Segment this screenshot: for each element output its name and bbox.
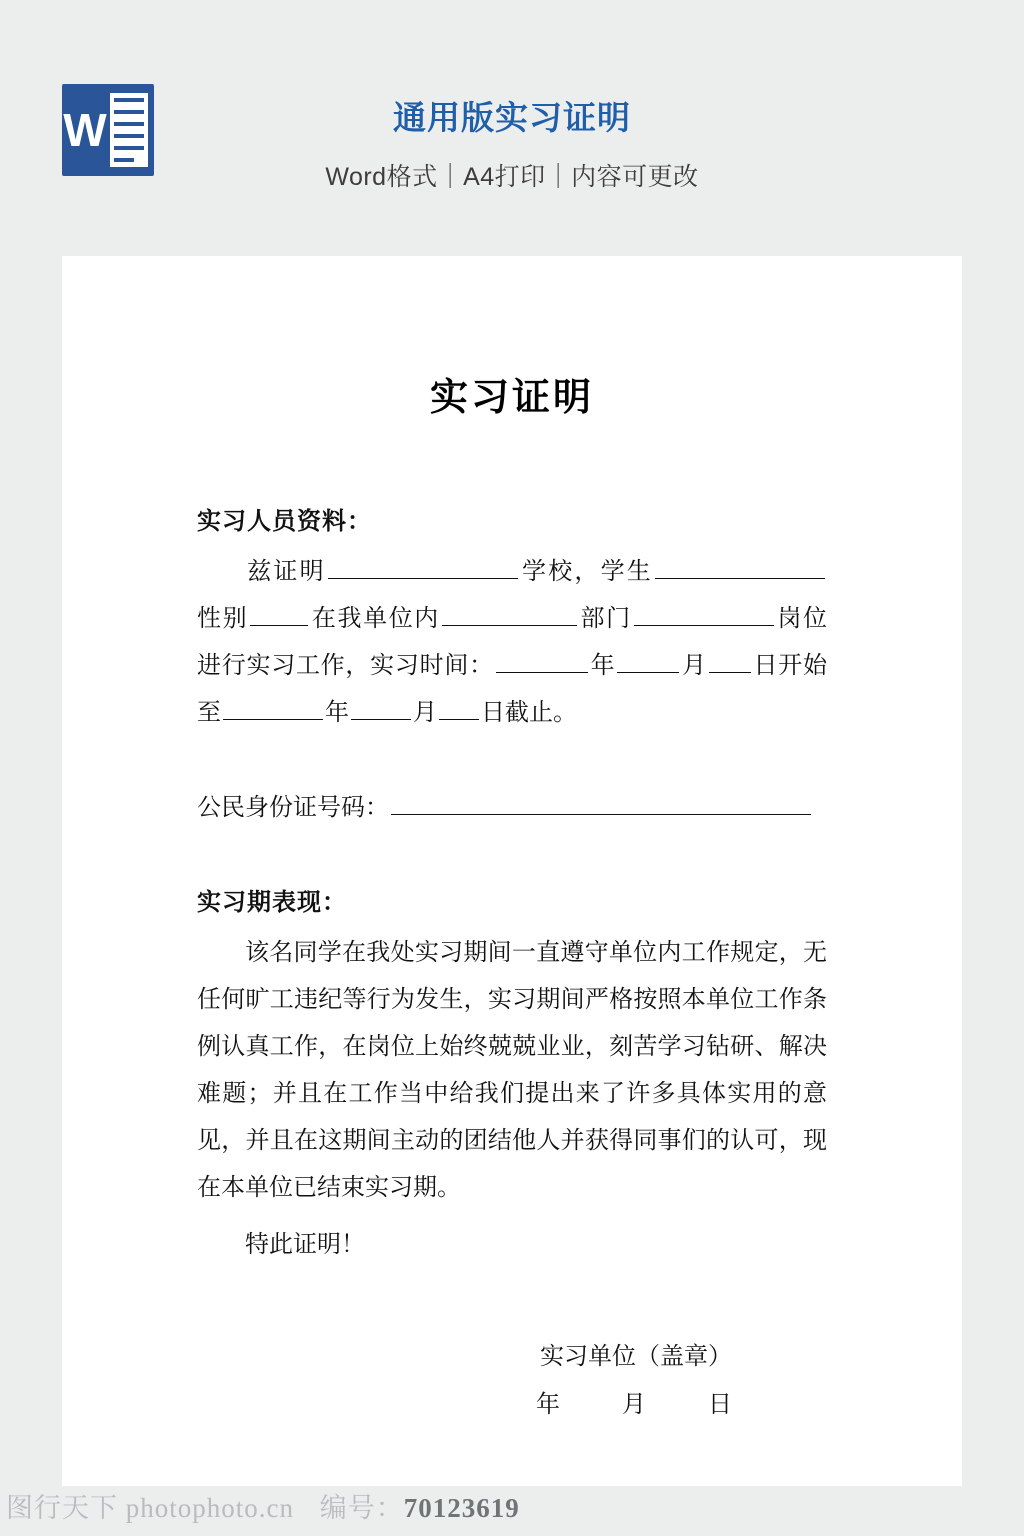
id-number-blank-field[interactable] [391, 792, 811, 815]
end-month-label: 月 [413, 700, 437, 726]
header-subtitle: Word格式｜A4打印｜内容可更改 [325, 163, 699, 191]
school-student-text: 学校，学生 [519, 559, 654, 585]
section-heading-intern-info: 实习人员资料： [197, 509, 372, 535]
end-month-blank-field[interactable] [351, 697, 411, 720]
end-day-blank-field[interactable] [439, 697, 479, 720]
start-month-label: 月 [681, 653, 707, 679]
document-body [62, 499, 962, 1429]
end-year-label: 年 [325, 700, 349, 726]
position-blank-field[interactable] [634, 603, 774, 626]
signing-org-label: 实习单位（盖章） [540, 1344, 732, 1370]
footer-id-value: 70123619 [403, 1493, 520, 1523]
start-month-blank-field[interactable] [617, 650, 679, 673]
signature-date-line [197, 1381, 732, 1429]
document-title: 实习证明 [429, 377, 594, 419]
footer-id-label: 编号： [319, 1493, 404, 1523]
start-day-blank-field[interactable] [709, 650, 751, 673]
spacer [197, 737, 827, 785]
end-day-label: 日截止。 [481, 700, 577, 726]
intern-info-paragraph [197, 549, 827, 737]
position-label-text: 岗位 [775, 606, 828, 632]
footer-watermark [0, 1486, 1024, 1526]
certify-prefix-text: 兹证明 [245, 559, 326, 585]
section-heading-performance: 实习期表现： [197, 890, 347, 916]
performance-paragraph: 该名同学在我处实习期间一直遵守单位内工作规定，无任何旷工违纪等行为发生，实习期间严格按照本单位工作条例认真工作，在岗位上始终兢兢业业，刻苦学习钻研、解决难题；并且在工作当中给我们提出来了许多具体实用的意见，并且在这期间主动的团结他人并获得同事们的认可，现在本单位已结束实习期。 [197, 940, 827, 1201]
school-blank-field[interactable] [328, 556, 518, 579]
department-blank-field[interactable] [442, 603, 577, 626]
department-label-text: 部门 [578, 606, 632, 632]
document-page [62, 256, 962, 1486]
certify-statement: 特此证明！ [245, 1232, 365, 1258]
end-year-blank-field[interactable] [223, 697, 323, 720]
gender-blank-field[interactable] [250, 603, 308, 626]
header-text-block [0, 92, 1024, 193]
gender-label-text: 性别 [197, 606, 249, 632]
inside-unit-text: 在我单位内 [310, 606, 440, 632]
id-number-label: 公民身份证号码： [197, 795, 389, 821]
sign-month-label: 月 [622, 1392, 646, 1418]
signature-area [197, 1333, 827, 1429]
sign-day-label: 日 [708, 1392, 732, 1418]
student-name-blank-field[interactable] [655, 556, 825, 579]
header-title: 通用版实习证明 [393, 99, 631, 136]
start-year-blank-field[interactable] [496, 650, 588, 673]
page-header [0, 0, 1024, 256]
sign-year-label: 年 [536, 1392, 560, 1418]
end-prefix-text: 至 [197, 700, 221, 726]
spacer [197, 832, 827, 880]
id-number-line [197, 785, 827, 832]
word-logo-letter: W [63, 104, 107, 156]
footer-site-text: 图行天下 photophoto.cn [6, 1493, 294, 1523]
internship-time-text: 进行实习工作，实习时间： [197, 653, 494, 679]
start-year-label: 年 [589, 653, 616, 679]
start-day-label: 日开始 [752, 653, 828, 679]
